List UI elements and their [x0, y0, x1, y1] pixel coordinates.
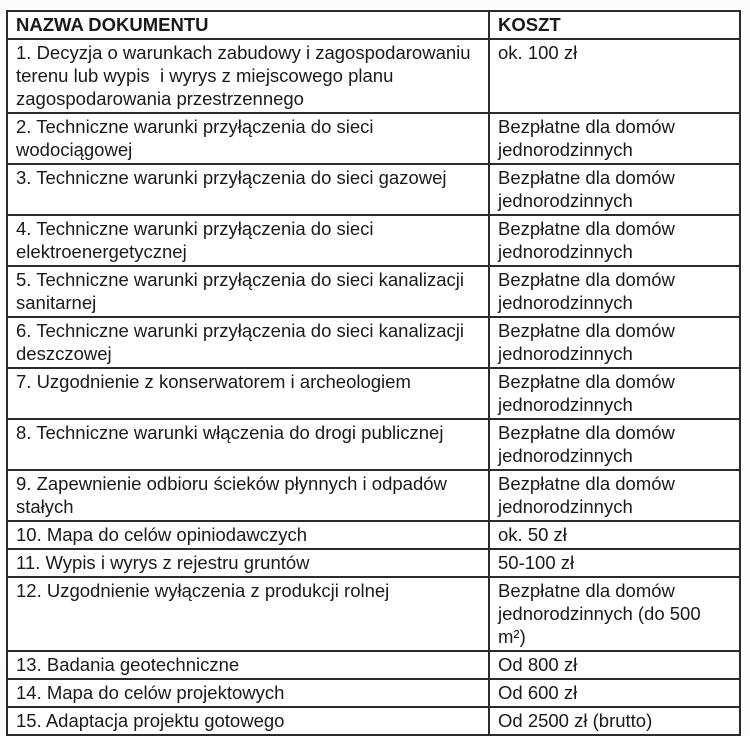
- cost-cell: Bezpłatne dla domów jednorodzinnych: [489, 266, 740, 317]
- table-row: [7, 368, 740, 419]
- cost-cell: Bezpłatne dla domów jednorodzinnych: [489, 215, 740, 266]
- cost-cell: ok. 100 zł: [489, 39, 740, 113]
- cost-cell: ok. 50 zł: [489, 521, 740, 549]
- document-cost-table: [6, 10, 741, 736]
- document-name-cell: 14. Mapa do celów projektowych: [7, 679, 489, 707]
- document-name-cell: 8. Techniczne warunki włączenia do drogi publicznej: [7, 419, 489, 470]
- cost-cell: Bezpłatne dla domów jednorodzinnych (do 500 m²): [489, 577, 740, 651]
- document-name-cell: 5. Techniczne warunki przyłączenia do sieci kanalizacji sanitarnej: [7, 266, 489, 317]
- cost-cell: Bezpłatne dla domów jednorodzinnych: [489, 470, 740, 521]
- document-name-cell: 12. Uzgodnienie wyłączenia z produkcji rolnej: [7, 577, 489, 651]
- document-name-cell: 3. Techniczne warunki przyłączenia do sieci gazowej: [7, 164, 489, 215]
- table-row: [7, 707, 740, 735]
- table-row: [7, 164, 740, 215]
- table-row: [7, 419, 740, 470]
- table-body: [7, 39, 740, 735]
- table-row: [7, 113, 740, 164]
- document-name-cell: 1. Decyzja o warunkach zabudowy i zagospodarowaniu terenu lub wypis i wyrys z miejscowego planu zagospodarowania przestrzennego: [7, 39, 489, 113]
- cost-cell: Bezpłatne dla domów jednorodzinnych: [489, 164, 740, 215]
- document-name-cell: 15. Adaptacja projektu gotowego: [7, 707, 489, 735]
- column-header-nazwa-dokumentu: NAZWA DOKUMENTU: [7, 11, 489, 39]
- table-row: [7, 470, 740, 521]
- cost-cell: Od 600 zł: [489, 679, 740, 707]
- document-name-cell: 11. Wypis i wyrys z rejestru gruntów: [7, 549, 489, 577]
- table-row: [7, 266, 740, 317]
- cost-cell: Bezpłatne dla domów jednorodzinnych: [489, 419, 740, 470]
- table-row: [7, 549, 740, 577]
- table-row: [7, 651, 740, 679]
- cost-cell: Od 2500 zł (brutto): [489, 707, 740, 735]
- column-header-koszt: KOSZT: [489, 11, 740, 39]
- cost-cell: Bezpłatne dla domów jednorodzinnych: [489, 368, 740, 419]
- cost-cell: 50-100 zł: [489, 549, 740, 577]
- document-name-cell: 10. Mapa do celów opiniodawczych: [7, 521, 489, 549]
- cost-cell: Bezpłatne dla domów jednorodzinnych: [489, 113, 740, 164]
- cost-cell: Od 800 zł: [489, 651, 740, 679]
- table-row: [7, 577, 740, 651]
- document-name-cell: 9. Zapewnienie odbioru ścieków płynnych i odpadów stałych: [7, 470, 489, 521]
- table-row: [7, 39, 740, 113]
- table-row: [7, 521, 740, 549]
- cost-cell: Bezpłatne dla domów jednorodzinnych: [489, 317, 740, 368]
- document-name-cell: 4. Techniczne warunki przyłączenia do sieci elektroenergetycznej: [7, 215, 489, 266]
- table-row: [7, 679, 740, 707]
- document-name-cell: 7. Uzgodnienie z konserwatorem i archeologiem: [7, 368, 489, 419]
- table-row: [7, 317, 740, 368]
- document-name-cell: 6. Techniczne warunki przyłączenia do sieci kanalizacji deszczowej: [7, 317, 489, 368]
- document-name-cell: 13. Badania geotechniczne: [7, 651, 489, 679]
- document-name-cell: 2. Techniczne warunki przyłączenia do sieci wodociągowej: [7, 113, 489, 164]
- table-row: [7, 215, 740, 266]
- header-row: [7, 11, 740, 39]
